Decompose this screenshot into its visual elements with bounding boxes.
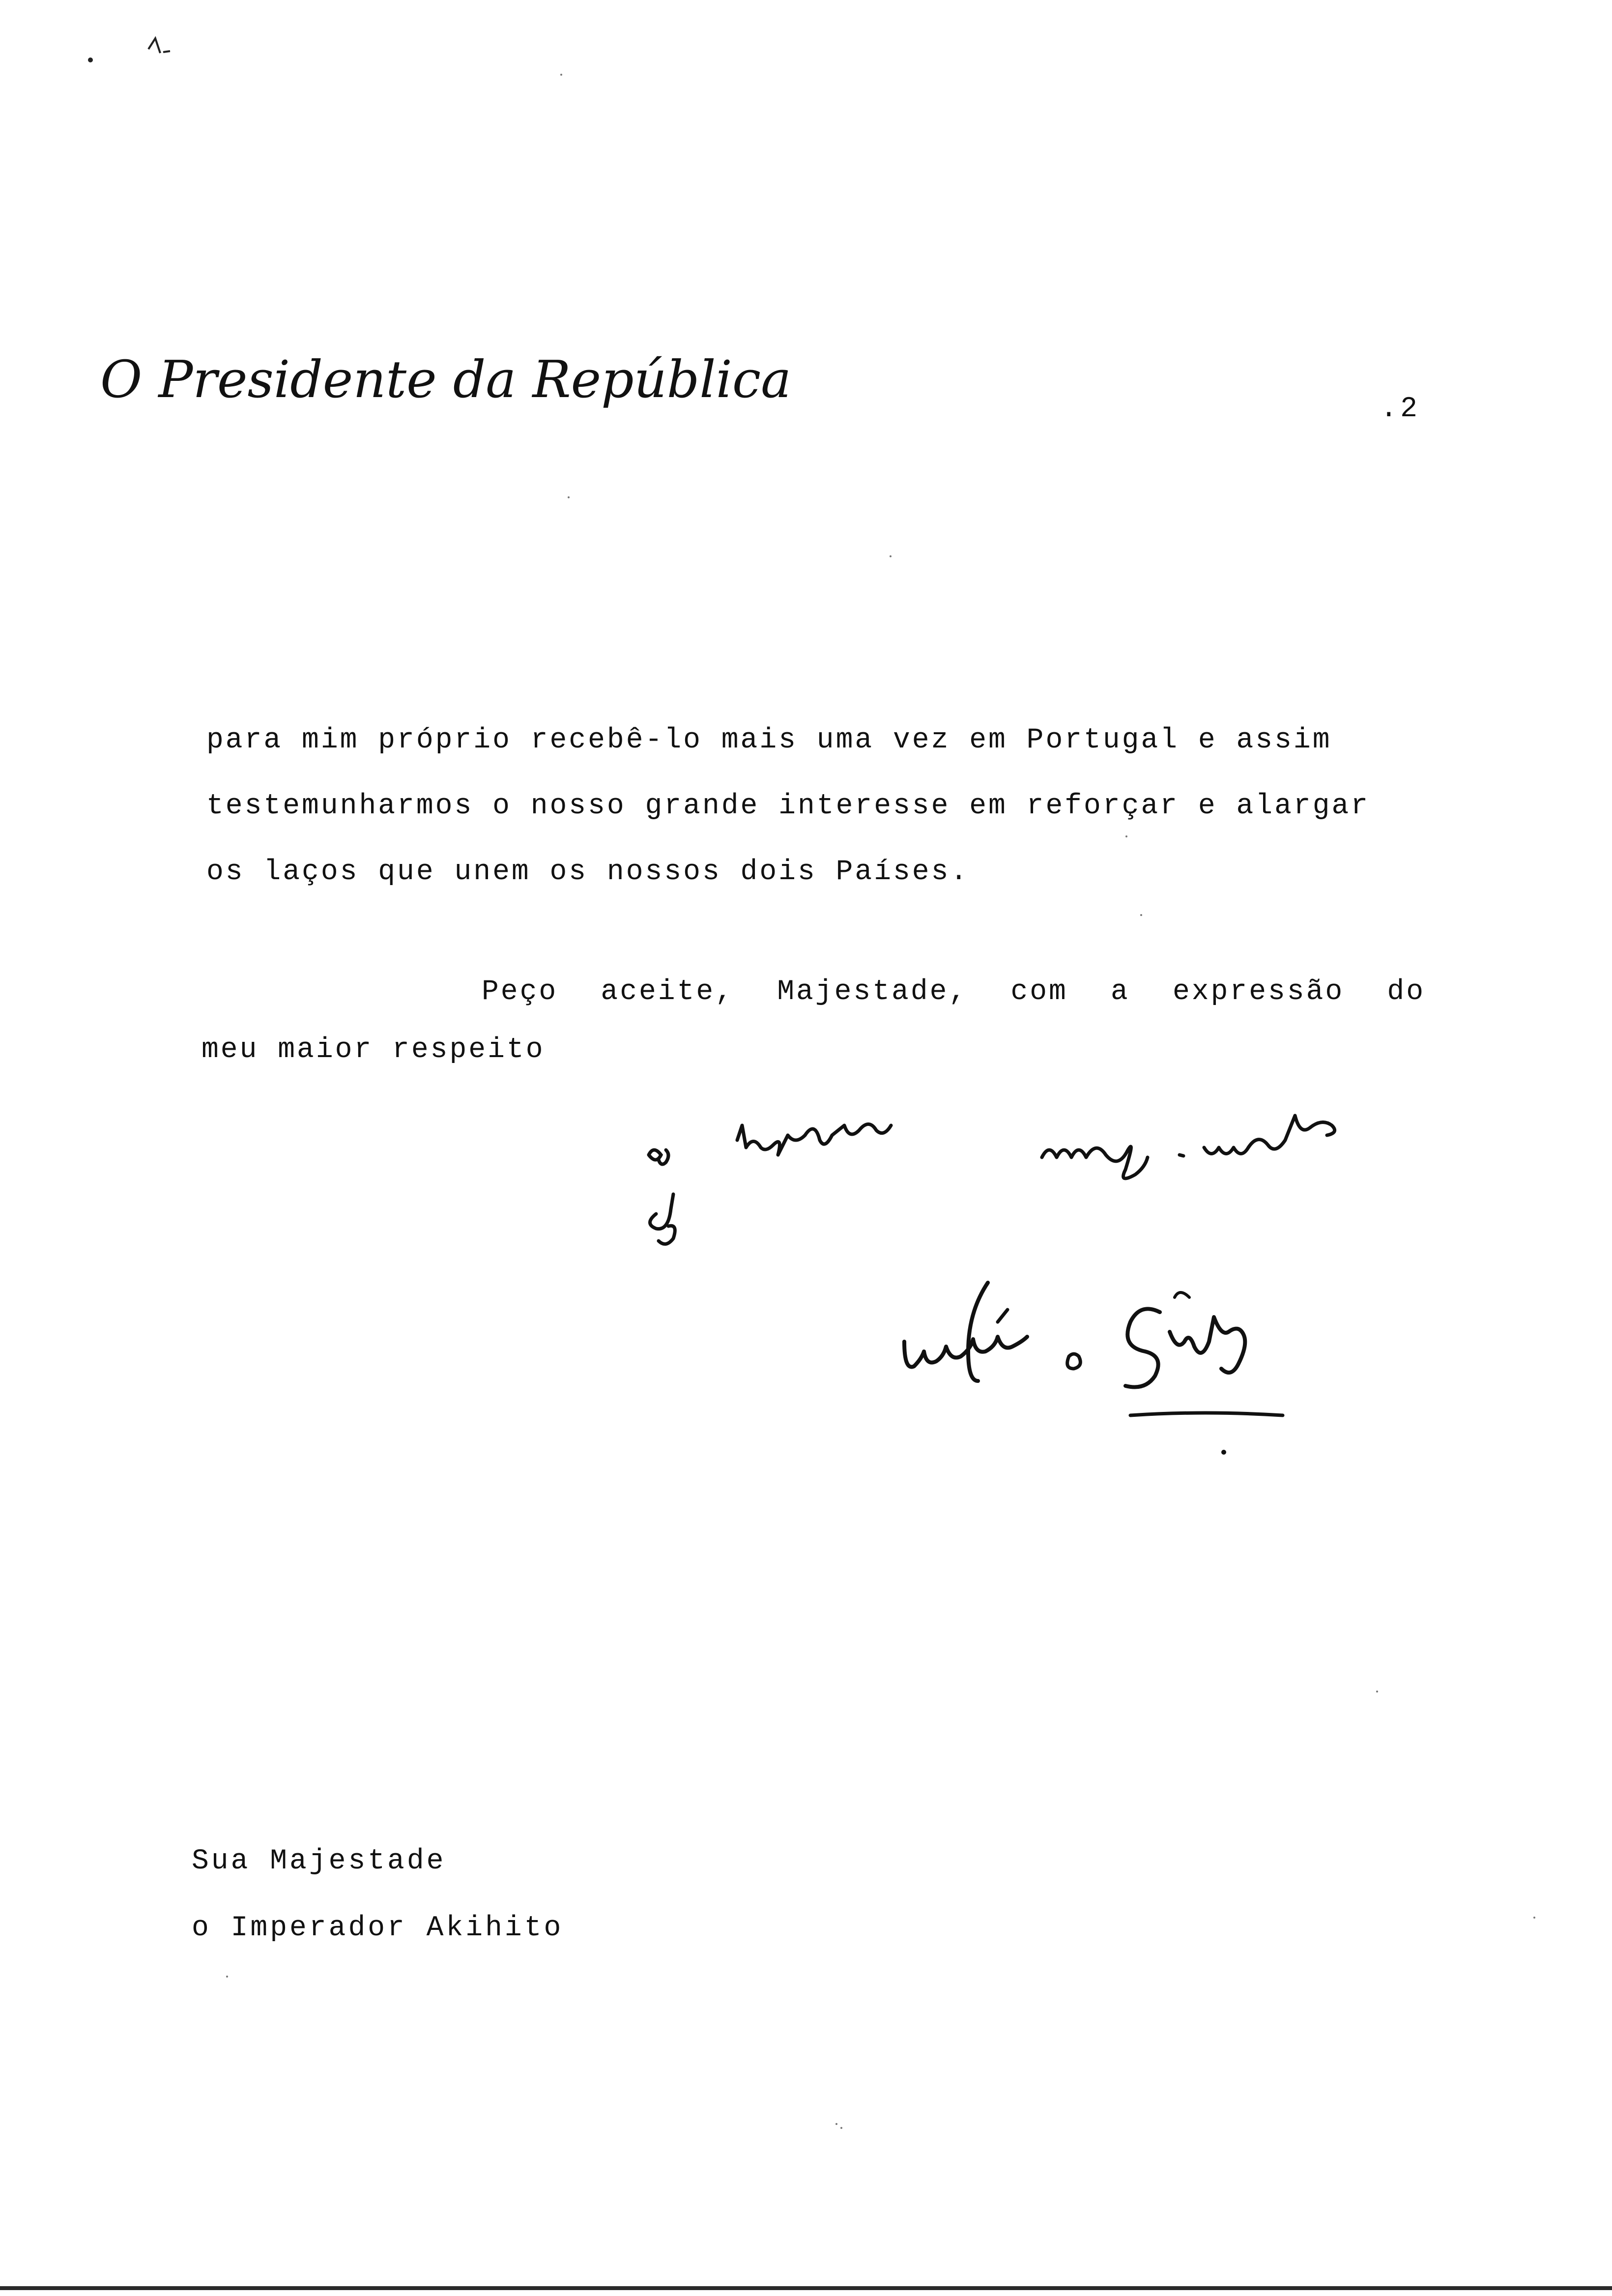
letterhead-text: O Presidente da República <box>100 349 792 409</box>
recipient-block <box>192 1828 563 1962</box>
body-line-3: os laços que unem os nossos dois Países. <box>206 856 970 888</box>
speck <box>560 74 562 76</box>
handwritten-note <box>639 1120 1425 1278</box>
body-paragraph <box>206 708 1425 905</box>
speck <box>1125 835 1127 837</box>
speck <box>1140 914 1142 916</box>
closing-line-1: Peço aceite, Majestade, com a expressão do <box>482 976 1425 1008</box>
speck <box>835 2123 837 2125</box>
closing-line-2: meu maior respeito <box>202 1034 545 1066</box>
signature-drawing <box>894 1268 1288 1474</box>
corner-mark <box>84 29 202 74</box>
body-line-2: testemunharmos o nosso grande interesse em reforçar e alargar <box>206 790 1370 822</box>
speck <box>226 1976 228 1978</box>
body-line-1: para mim próprio recebê-lo mais uma vez em Portugal e assim <box>206 724 1332 756</box>
recipient-line-1: Sua Majestade <box>192 1845 446 1877</box>
speck <box>840 2127 842 2129</box>
closing-paragraph <box>202 963 1425 1079</box>
speck <box>1533 1917 1535 1919</box>
speck <box>568 496 570 498</box>
recipient-line-2: o Imperador Akihito <box>192 1912 564 1944</box>
page-number: .2 <box>1380 393 1420 425</box>
speck <box>890 555 892 557</box>
bottom-edge-line <box>0 2286 1612 2290</box>
signature <box>894 1268 1288 1474</box>
letterhead <box>98 344 792 418</box>
handwritten-note-drawing <box>639 1120 1425 1278</box>
speck <box>1376 1691 1378 1693</box>
letterhead-script <box>98 344 792 418</box>
